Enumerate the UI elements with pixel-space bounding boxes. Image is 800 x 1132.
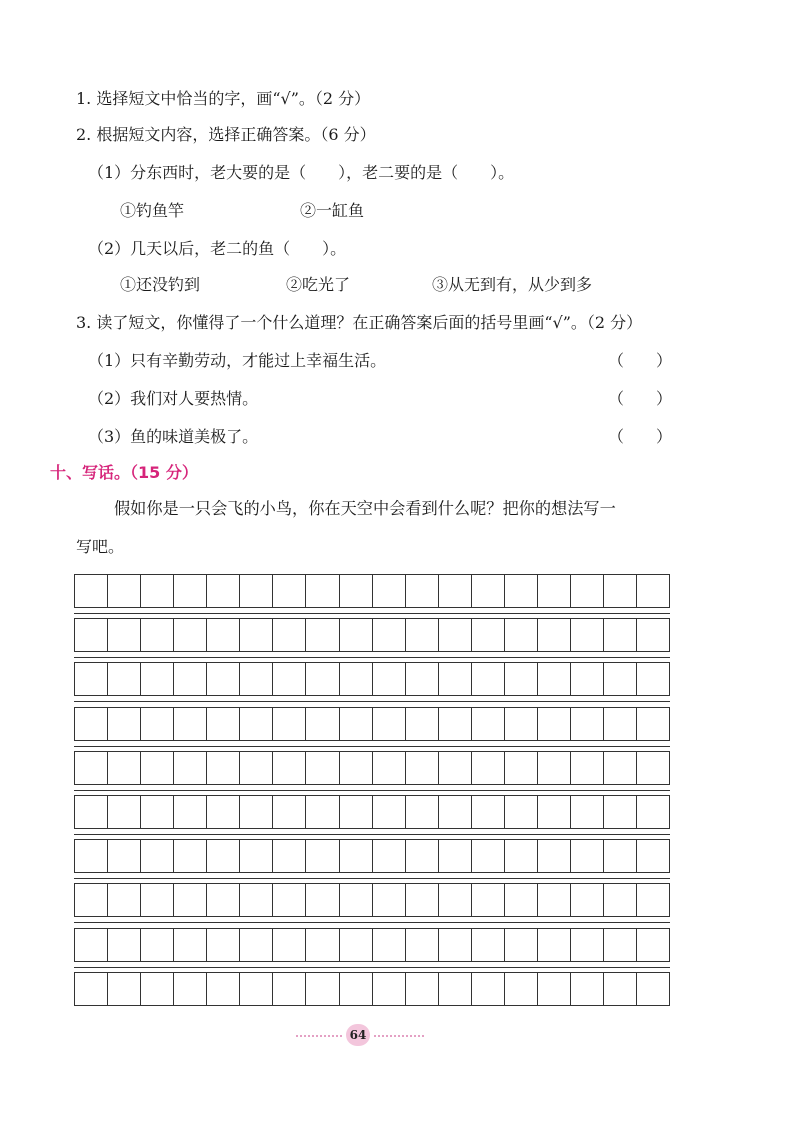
grid-cell[interactable] [604,884,637,916]
grid-cell[interactable] [373,884,406,916]
question-2-2-option-2: ②吃光了 [286,275,351,294]
grid-cell[interactable] [174,708,207,740]
grid-cell[interactable] [406,840,439,872]
grid-cell[interactable] [240,663,273,695]
grid-row [74,751,670,785]
grid-cell[interactable] [207,663,240,695]
grid-cell[interactable] [207,708,240,740]
grid-cell[interactable] [141,663,174,695]
grid-cell[interactable] [439,796,472,828]
grid-cell[interactable] [637,796,669,828]
grid-cell[interactable] [75,752,108,784]
question-1: 1. 选择短文中恰当的字，画“√”。（2 分） [76,89,371,108]
grid-cell[interactable] [439,708,472,740]
question-2-2-option-3: ③从无到有，从少到多 [432,275,593,294]
grid-cell[interactable] [108,840,141,872]
grid-cell[interactable] [273,708,306,740]
grid-cell[interactable] [538,884,571,916]
grid-cell[interactable] [472,752,505,784]
grid-row [74,662,670,696]
grid-cell[interactable] [406,752,439,784]
grid-cell[interactable] [373,929,406,961]
writing-section-title: 十、写话。（15 分） [50,463,198,482]
grid-cell[interactable] [207,575,240,607]
grid-cell[interactable] [604,840,637,872]
grid-separator-line [74,657,670,658]
grid-cell[interactable] [571,619,604,651]
grid-cell[interactable] [207,840,240,872]
grid-cell[interactable] [472,840,505,872]
grid-cell[interactable] [505,840,538,872]
grid-cell[interactable] [571,929,604,961]
grid-separator-line [74,613,670,614]
grid-cell[interactable] [604,796,637,828]
grid-cell[interactable] [340,840,373,872]
grid-cell[interactable] [174,619,207,651]
grid-separator-line [74,834,670,835]
grid-cell[interactable] [637,575,669,607]
grid-cell[interactable] [538,973,571,1005]
grid-row [74,707,670,741]
grid-cell[interactable] [306,663,339,695]
grid-row [74,795,670,829]
grid-cell[interactable] [306,840,339,872]
grid-cell[interactable] [75,840,108,872]
grid-cell[interactable] [240,973,273,1005]
writing-prompt-line-1: 假如你是一只会飞的小鸟，你在天空中会看到什么呢？把你的想法写一 [114,499,616,518]
grid-cell[interactable] [306,575,339,607]
grid-cell[interactable] [571,752,604,784]
question-3: 3. 读了短文，你懂得了一个什么道理？在正确答案后面的括号里画“√”。（2 分） [76,313,643,332]
grid-cell[interactable] [108,796,141,828]
grid-cell[interactable] [538,929,571,961]
grid-cell[interactable] [340,663,373,695]
grid-cell[interactable] [141,840,174,872]
grid-cell[interactable] [406,796,439,828]
grid-cell[interactable] [108,575,141,607]
question-3-3: （3）鱼的味道美极了。 [88,427,259,446]
grid-cell[interactable] [505,619,538,651]
grid-cell[interactable] [174,575,207,607]
grid-cell[interactable] [637,752,669,784]
grid-cell[interactable] [174,840,207,872]
grid-cell[interactable] [75,884,108,916]
grid-cell[interactable] [637,973,669,1005]
grid-cell[interactable] [538,752,571,784]
grid-cell[interactable] [240,619,273,651]
grid-cell[interactable] [141,708,174,740]
grid-cell[interactable] [108,663,141,695]
grid-cell[interactable] [571,973,604,1005]
grid-cell[interactable] [538,796,571,828]
grid-cell[interactable] [373,663,406,695]
grid-cell[interactable] [306,752,339,784]
grid-cell[interactable] [538,840,571,872]
question-2-1-option-2: ②一缸鱼 [300,201,365,220]
grid-cell[interactable] [373,840,406,872]
question-2: 2. 根据短文内容，选择正确答案。（6 分） [76,125,376,144]
grid-cell[interactable] [472,796,505,828]
grid-cell[interactable] [439,752,472,784]
grid-cell[interactable] [340,619,373,651]
grid-cell[interactable] [340,752,373,784]
grid-separator-line [74,746,670,747]
answer-paren-3-1[interactable]: （ ） [608,351,673,370]
grid-cell[interactable] [538,708,571,740]
grid-cell[interactable] [472,929,505,961]
grid-cell[interactable] [207,619,240,651]
grid-cell[interactable] [340,708,373,740]
grid-cell[interactable] [604,973,637,1005]
grid-separator-line [74,878,670,879]
question-2-1-option-1: ①钓鱼竿 [120,201,185,220]
grid-cell[interactable] [240,796,273,828]
grid-cell[interactable] [538,619,571,651]
grid-cell[interactable] [306,973,339,1005]
grid-cell[interactable] [472,663,505,695]
question-3-1: （1）只有辛勤劳动，才能过上幸福生活。 [88,351,387,370]
grid-cell[interactable] [406,973,439,1005]
grid-cell[interactable] [75,575,108,607]
grid-cell[interactable] [604,929,637,961]
grid-cell[interactable] [406,575,439,607]
grid-cell[interactable] [174,929,207,961]
grid-cell[interactable] [108,752,141,784]
grid-cell[interactable] [472,575,505,607]
grid-cell[interactable] [538,663,571,695]
grid-cell[interactable] [340,973,373,1005]
grid-cell[interactable] [604,708,637,740]
grid-cell[interactable] [306,619,339,651]
grid-cell[interactable] [340,929,373,961]
footer-dots-right [374,1035,424,1037]
grid-cell[interactable] [505,884,538,916]
grid-cell[interactable] [505,973,538,1005]
grid-cell[interactable] [439,575,472,607]
grid-cell[interactable] [273,973,306,1005]
grid-cell[interactable] [505,752,538,784]
grid-cell[interactable] [439,973,472,1005]
grid-cell[interactable] [273,619,306,651]
grid-cell[interactable] [505,796,538,828]
grid-cell[interactable] [340,884,373,916]
grid-cell[interactable] [141,796,174,828]
grid-cell[interactable] [108,929,141,961]
question-2-1: （1）分东西时，老大要的是（ ），老二要的是（ ）。 [88,163,515,182]
grid-cell[interactable] [174,973,207,1005]
grid-cell[interactable] [505,708,538,740]
writing-prompt-line-2: 写吧。 [76,537,125,556]
grid-cell[interactable] [472,973,505,1005]
page-footer [296,1024,424,1048]
grid-cell[interactable] [406,884,439,916]
grid-cell[interactable] [273,575,306,607]
grid-cell[interactable] [637,884,669,916]
grid-cell[interactable] [604,663,637,695]
answer-paren-3-2[interactable]: （ ） [608,389,673,408]
grid-cell[interactable] [108,884,141,916]
grid-cell[interactable] [571,663,604,695]
grid-cell[interactable] [406,929,439,961]
grid-cell[interactable] [141,929,174,961]
grid-separator-line [74,922,670,923]
grid-row [74,839,670,873]
grid-cell[interactable] [439,840,472,872]
grid-cell[interactable] [108,973,141,1005]
grid-cell[interactable] [637,663,669,695]
grid-cell[interactable] [141,752,174,784]
grid-cell[interactable] [75,973,108,1005]
grid-cell[interactable] [571,796,604,828]
grid-separator-line [74,701,670,702]
grid-cell[interactable] [505,575,538,607]
question-2-2: （2）几天以后，老二的鱼（ ）。 [88,239,347,258]
grid-cell[interactable] [141,619,174,651]
grid-cell[interactable] [637,619,669,651]
grid-cell[interactable] [207,796,240,828]
grid-cell[interactable] [472,708,505,740]
grid-cell[interactable] [75,619,108,651]
grid-cell[interactable] [406,619,439,651]
grid-cell[interactable] [637,708,669,740]
grid-cell[interactable] [538,575,571,607]
grid-row [74,574,670,608]
grid-cell[interactable] [439,929,472,961]
grid-cell[interactable] [637,929,669,961]
grid-cell[interactable] [604,619,637,651]
grid-cell[interactable] [306,929,339,961]
grid-cell[interactable] [240,752,273,784]
grid-cell[interactable] [141,575,174,607]
grid-cell[interactable] [373,752,406,784]
grid-row [74,883,670,917]
grid-cell[interactable] [240,840,273,872]
grid-cell[interactable] [75,796,108,828]
grid-cell[interactable] [340,575,373,607]
grid-cell[interactable] [571,840,604,872]
grid-cell[interactable] [306,884,339,916]
grid-cell[interactable] [340,796,373,828]
grid-cell[interactable] [207,973,240,1005]
grid-cell[interactable] [373,796,406,828]
grid-cell[interactable] [637,840,669,872]
grid-cell[interactable] [373,575,406,607]
grid-cell[interactable] [439,619,472,651]
grid-separator-line [74,790,670,791]
grid-cell[interactable] [174,752,207,784]
writing-grid[interactable] [74,574,670,1005]
grid-cell[interactable] [75,929,108,961]
grid-cell[interactable] [174,663,207,695]
grid-cell[interactable] [604,752,637,784]
grid-cell[interactable] [108,708,141,740]
grid-separator-line [74,967,670,968]
grid-cell[interactable] [505,663,538,695]
grid-cell[interactable] [273,840,306,872]
grid-cell[interactable] [174,796,207,828]
grid-cell[interactable] [472,884,505,916]
grid-cell[interactable] [273,929,306,961]
grid-cell[interactable] [240,575,273,607]
grid-row [74,972,670,1006]
grid-cell[interactable] [571,708,604,740]
grid-cell[interactable] [240,884,273,916]
grid-cell[interactable] [75,708,108,740]
grid-cell[interactable] [505,929,538,961]
grid-cell[interactable] [373,619,406,651]
grid-cell[interactable] [472,619,505,651]
grid-cell[interactable] [207,752,240,784]
grid-cell[interactable] [273,796,306,828]
grid-cell[interactable] [406,663,439,695]
grid-row [74,618,670,652]
answer-paren-3-3[interactable]: （ ） [608,427,673,446]
grid-cell[interactable] [273,752,306,784]
grid-cell[interactable] [604,575,637,607]
question-2-2-option-1: ①还没钓到 [120,275,201,294]
grid-cell[interactable] [306,796,339,828]
grid-cell[interactable] [273,663,306,695]
grid-cell[interactable] [439,884,472,916]
grid-cell[interactable] [141,973,174,1005]
grid-cell[interactable] [571,884,604,916]
page-number: 64 [346,1024,370,1046]
grid-cell[interactable] [240,929,273,961]
grid-cell[interactable] [75,663,108,695]
grid-cell[interactable] [207,884,240,916]
grid-cell[interactable] [406,708,439,740]
grid-cell[interactable] [273,884,306,916]
grid-cell[interactable] [373,708,406,740]
question-3-2: （2）我们对人要热情。 [88,389,259,408]
grid-cell[interactable] [373,973,406,1005]
grid-cell[interactable] [174,884,207,916]
grid-cell[interactable] [240,708,273,740]
grid-row [74,928,670,962]
footer-dots-left [296,1035,342,1037]
grid-cell[interactable] [207,929,240,961]
grid-cell[interactable] [306,708,339,740]
grid-cell[interactable] [141,884,174,916]
grid-cell[interactable] [571,575,604,607]
grid-cell[interactable] [108,619,141,651]
grid-cell[interactable] [439,663,472,695]
